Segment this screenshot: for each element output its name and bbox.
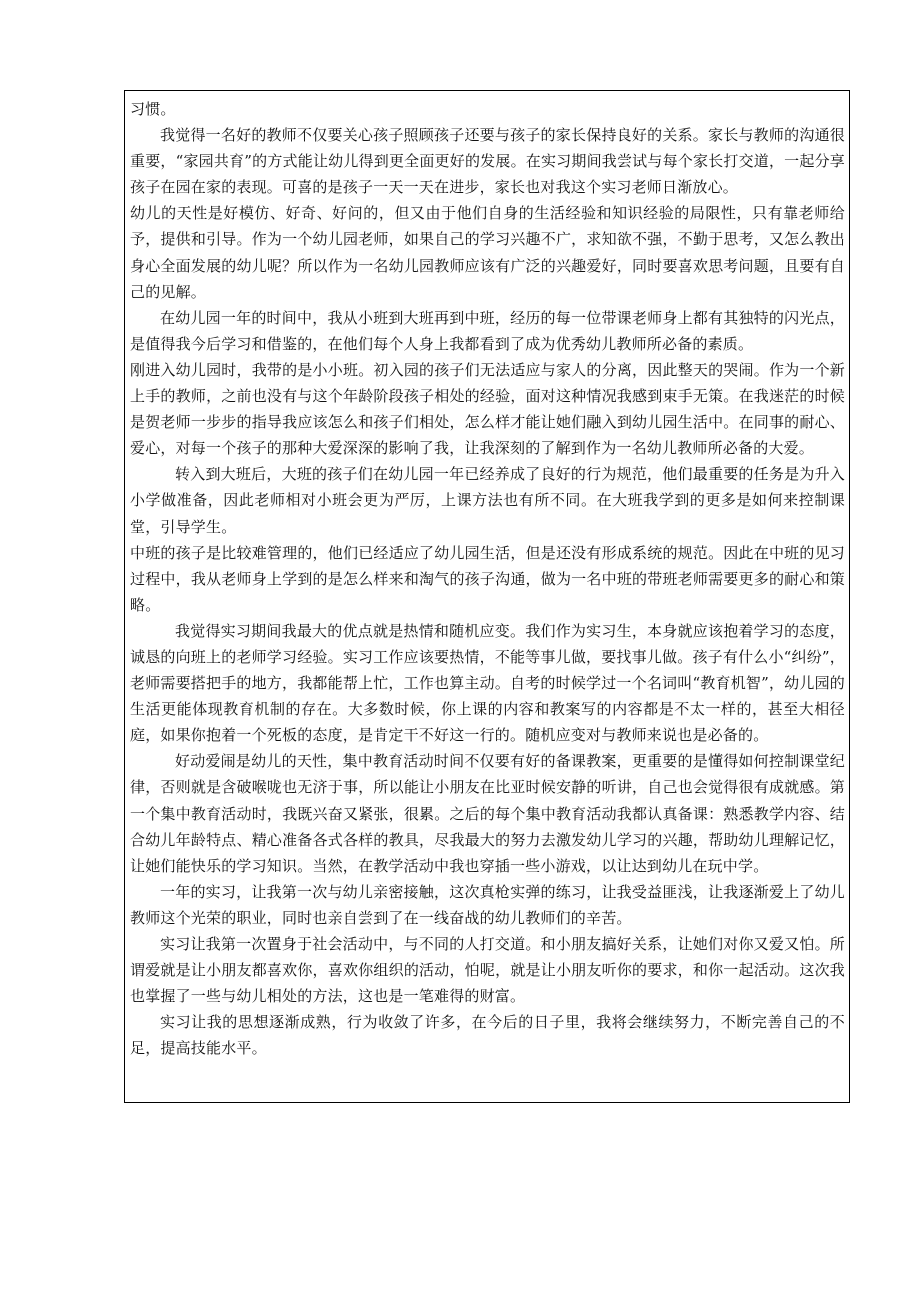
- paragraph-6: 转入到大班后，大班的孩子们在幼儿园一年已经养成了良好的行为规范，他们最重要的任务是为升入小学做准备，因此老师相对小班会更为严厉，上课方法也有所不同。在大班我学到的更多是如何来控制课堂，引导学生。: [130, 465, 845, 536]
- paragraph-2: 我觉得一名好的教师不仅要关心孩子照顾孩子还要与孩子的家长保持良好的关系。家长与教师的沟通很重要，“家园共育”的方式能让幼儿得到更全面更好的发展。在实习期间我尝试与每个家长打交道，一起分享孩子在园在家的表现。可喜的是孩子一天一天在进步，家长也对我这个实习老师日渐放心。: [130, 126, 845, 197]
- paragraph-1: 习惯。: [130, 100, 176, 118]
- paragraph-10: 一年的实习，让我第一次与幼儿亲密接触，这次真枪实弹的练习，让我受益匪浅，让我逐渐爱上了幼儿教师这个光荣的职业，同时也亲自尝到了在一线奋战的幼儿教师们的辛苦。: [130, 882, 845, 927]
- text-table-cell: [124, 90, 850, 1103]
- paragraph-12: 实习让我的思想逐渐成熟，行为收敛了许多，在今后的日子里，我将会继续努力，不断完善自己的不足，提高技能水平。: [130, 1013, 845, 1058]
- paragraph-9: 好动爱闹是幼儿的天性，集中教育活动时间不仅要有好的备课教案，更重要的是懂得如何控制课堂纪律，否则就是含破喉咙也无济于事，所以能让小朋友在比亚时候安静的听讲，自己也会觉得很有成就感。第一个集中教育活动时，我既兴奋又紧张，很累。之后的每个集中教育活动我都认真备课：熟悉教学内容、结合幼儿年龄特点、精心准备各式各样的教具，尽我最大的努力去激发幼儿学习的兴趣，帮助幼儿理解记忆，让她们能快乐的学习知识。当然，在教学活动中我也穿插一些小游戏，以让达到幼儿在玩中学。: [130, 752, 845, 875]
- paragraph-3: 幼儿的天性是好模仿、好奇、好问的，但又由于他们自身的生活经验和知识经验的局限性，只有靠老师给予，提供和引导。作为一个幼儿园老师，如果自己的学习兴趣不广，求知欲不强，不勤于思考，又怎么教出身心全面发展的幼儿呢？所以作为一名幼儿园教师应该有广泛的兴趣爱好，同时要喜欢思考问题，且要有自己的见解。: [130, 204, 845, 301]
- paragraph-8: 我觉得实习期间我最大的优点就是热情和随机应变。我们作为实习生，本身就应该抱着学习的态度，诚恳的向班上的老师学习经验。实习工作应该要热情，不能等事儿做，要找事儿做。孩子有什么小“纠纷”，老师需要搭把手的地方，我都能帮上忙，工作也算主动。自考的时候学过一个名词叫“教育机智”，幼儿园的生活更能体现教育机制的存在。大多数时候，你上课的内容和教案写的内容都是不太一样的，甚至大相径庭，如果你抱着一个死板的态度，是肯定干不好这一行的。随机应变对与教师来说也是必备的。: [130, 621, 845, 745]
- paragraph-5: 刚进入幼儿园时，我带的是小小班。初入园的孩子们无法适应与家人的分离，因此整天的哭闹。作为一个新上手的教师，之前也没有与这个年龄阶段孩子相处的经验，面对这种情况我感到束手无策。在我迷茫的时候是贺老师一步步的指导我应该怎么和孩子们相处，怎么样才能让她们融入到幼儿园生活中。在同事的耐心、爱心，对每一个孩子的那种大爱深深的影响了我，让我深刻的了解到作为一名幼儿教师所必备的大爱。: [130, 360, 845, 458]
- paragraph-11: 实习让我第一次置身于社会活动中，与不同的人打交道。和小朋友搞好关系，让她们对你又爱又怕。所谓爱就是让小朋友都喜欢你，喜欢你组织的活动，怕呢，就是让小朋友听你的要求，和你一起活动。这次我也掌握了一些与幼儿相处的方法，这也是一笔难得的财富。: [130, 935, 845, 1006]
- paragraph-7: 中班的孩子是比较难管理的，他们已经适应了幼儿园生活，但是还没有形成系统的规范。因此在中班的见习过程中，我从老师身上学到的是怎么样来和淘气的孩子沟通，做为一名中班的带班老师需要更多的耐心和策略。: [130, 543, 845, 614]
- paragraph-4: 在幼儿园一年的时间中，我从小班到大班再到中班，经历的每一位带课老师身上都有其独特的闪光点，是值得我今后学习和借鉴的，在他们每个人身上我都看到了成为优秀幼儿教师所必备的素质。: [130, 308, 845, 353]
